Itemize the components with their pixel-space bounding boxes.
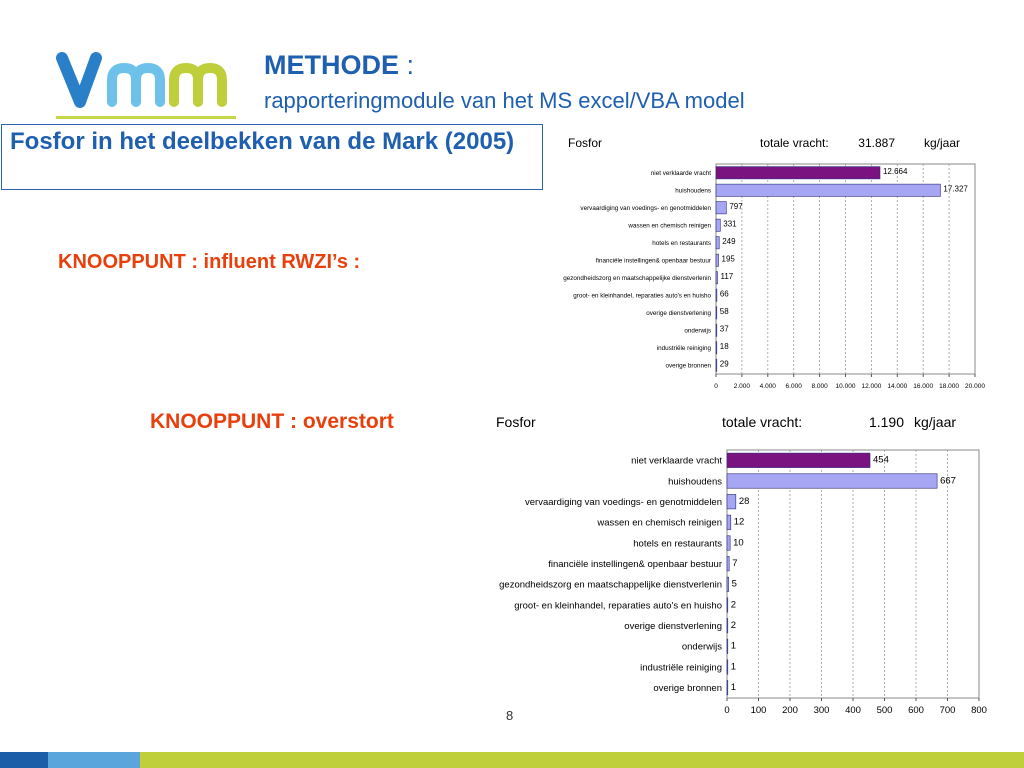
bar	[727, 680, 728, 694]
value-label: 195	[721, 254, 735, 264]
x-tick-label: 2.000	[733, 383, 751, 390]
value-label: 1	[730, 640, 737, 652]
chart-influent	[548, 128, 988, 393]
category-label: onderwijs	[684, 327, 711, 335]
knooppunt-overstort-label: KNOOPPUNT : overstort	[150, 410, 394, 433]
total-value: 1.190	[868, 414, 904, 430]
value-label: 2	[730, 599, 737, 611]
bar	[716, 254, 719, 266]
value-label: 12.664	[882, 166, 908, 176]
category-label: groot- en kleinhandel, reparaties auto's en huisho	[514, 600, 722, 612]
footer-bar-light-blue	[48, 752, 140, 768]
bar	[716, 237, 719, 249]
value-label: 667	[940, 475, 956, 487]
category-label: vervaardiging van voedings- en genotmiddelen	[525, 496, 722, 508]
category-label: overige dienstverlening	[646, 309, 711, 317]
bar	[727, 515, 731, 529]
category-label: huishoudens	[675, 187, 711, 195]
category-label: industriële reiniging	[656, 344, 711, 352]
chart-label: Fosfor	[496, 414, 536, 430]
value-label: 797	[729, 201, 743, 211]
value-label: 1	[730, 661, 737, 673]
category-label: overige bronnen	[665, 362, 711, 370]
bar	[727, 556, 729, 570]
footer-bar-green	[140, 752, 1024, 768]
value-label: 117	[720, 271, 734, 281]
x-tick-label: 14.000	[887, 383, 908, 390]
value-label: 28	[738, 495, 750, 507]
x-tick-label: 20.000	[965, 383, 985, 390]
bar	[727, 494, 736, 508]
value-label: 331	[723, 219, 737, 229]
value-label: 37	[719, 324, 729, 334]
x-tick-label: 12.000	[861, 383, 882, 390]
total-label: totale vracht:	[722, 414, 803, 430]
bar	[727, 577, 729, 591]
category-label: niet verklaarde vracht	[650, 169, 711, 177]
topic-title: Fosfor in het deelbekken van de Mark (2005)	[10, 128, 515, 155]
bar	[727, 453, 870, 467]
page-number: 8	[506, 708, 514, 723]
value-label: 10	[733, 537, 744, 549]
chart-overstort	[478, 408, 988, 720]
x-tick-label: 4.000	[759, 383, 776, 390]
value-label: 17.327	[943, 184, 968, 194]
x-tick-label: 8.000	[811, 383, 828, 390]
value-label: 12	[733, 516, 745, 528]
logo-underline	[56, 116, 236, 119]
bar	[716, 324, 717, 336]
bar	[716, 167, 880, 179]
bar	[716, 342, 717, 354]
category-label: industriële reiniging	[640, 662, 722, 674]
slide-subtitle: rapporteringmodule van het MS excel/VBA model	[264, 88, 745, 113]
x-tick-label: 800	[971, 705, 987, 716]
total-unit: kg/jaar	[914, 414, 957, 430]
knooppunt-influent-label: KNOOPPUNT : influent RWZI’s :	[58, 251, 361, 273]
category-label: financiële instellingen& openbaar bestuur	[595, 257, 711, 265]
value-label: 7	[732, 557, 738, 569]
bar	[727, 618, 728, 632]
bar	[727, 536, 730, 550]
x-tick-label: 400	[845, 705, 861, 716]
value-label: 1	[730, 681, 737, 693]
footer-bar-dark-blue	[0, 752, 48, 768]
bar	[727, 639, 728, 653]
value-label: 18	[719, 341, 729, 351]
total-unit: kg/jaar	[924, 136, 961, 150]
category-label: gezondheidszorg en maatschappelijke dienstverlenin	[499, 579, 722, 591]
category-label: hotels en restaurants	[652, 239, 711, 247]
value-label: 58	[719, 306, 729, 316]
category-label: overige bronnen	[653, 682, 722, 694]
bar	[716, 202, 726, 214]
value-label: 29	[719, 359, 729, 369]
bar	[716, 307, 717, 319]
bar	[716, 184, 940, 196]
x-tick-label: 100	[750, 705, 767, 716]
category-label: wassen en chemisch reinigen	[597, 517, 722, 529]
value-label: 454	[873, 454, 889, 466]
chart-label: Fosfor	[568, 136, 603, 150]
bar	[716, 289, 717, 301]
category-label: huishoudens	[668, 476, 722, 488]
total-value: 31.887	[858, 136, 895, 150]
bar	[716, 272, 718, 284]
x-tick-label: 300	[813, 705, 830, 716]
x-tick-label: 700	[939, 705, 956, 716]
slide-title: METHODE :	[264, 50, 415, 80]
category-label: overige dienstverlening	[624, 620, 722, 632]
category-label: gezondheidszorg en maatschappelijke dienstverlenin	[563, 274, 711, 282]
x-tick-label: 200	[782, 705, 798, 716]
category-label: groot- en kleinhandel, reparaties auto's en huisho	[573, 292, 711, 300]
bar	[716, 359, 717, 371]
x-tick-label: 6.000	[785, 383, 802, 390]
x-tick-label: 18.000	[939, 383, 960, 390]
category-label: financiële instellingen& openbaar bestuur	[548, 558, 722, 570]
x-tick-label: 10.000	[835, 383, 856, 390]
x-tick-label: 0	[724, 705, 730, 716]
bar	[727, 598, 728, 612]
bar	[727, 474, 937, 488]
title-colon: :	[399, 50, 415, 80]
category-label: niet verklaarde vracht	[631, 455, 722, 467]
x-tick-label: 600	[908, 705, 924, 716]
bar	[727, 660, 728, 674]
category-label: hotels en restaurants	[633, 538, 722, 550]
bar	[716, 219, 720, 231]
value-label: 2	[730, 619, 737, 631]
category-label: onderwijs	[681, 641, 722, 653]
value-label: 5	[731, 578, 737, 590]
value-label: 66	[719, 289, 729, 299]
vmm-logo	[56, 50, 236, 122]
category-label: vervaardiging van voedings- en genotmiddelen	[580, 204, 711, 212]
x-tick-label: 16.000	[913, 383, 934, 390]
x-tick-label: 0	[714, 383, 718, 390]
category-label: wassen en chemisch reinigen	[628, 222, 711, 230]
x-tick-label: 500	[876, 705, 893, 716]
value-label: 249	[722, 236, 736, 246]
total-label: totale vracht:	[760, 136, 829, 150]
